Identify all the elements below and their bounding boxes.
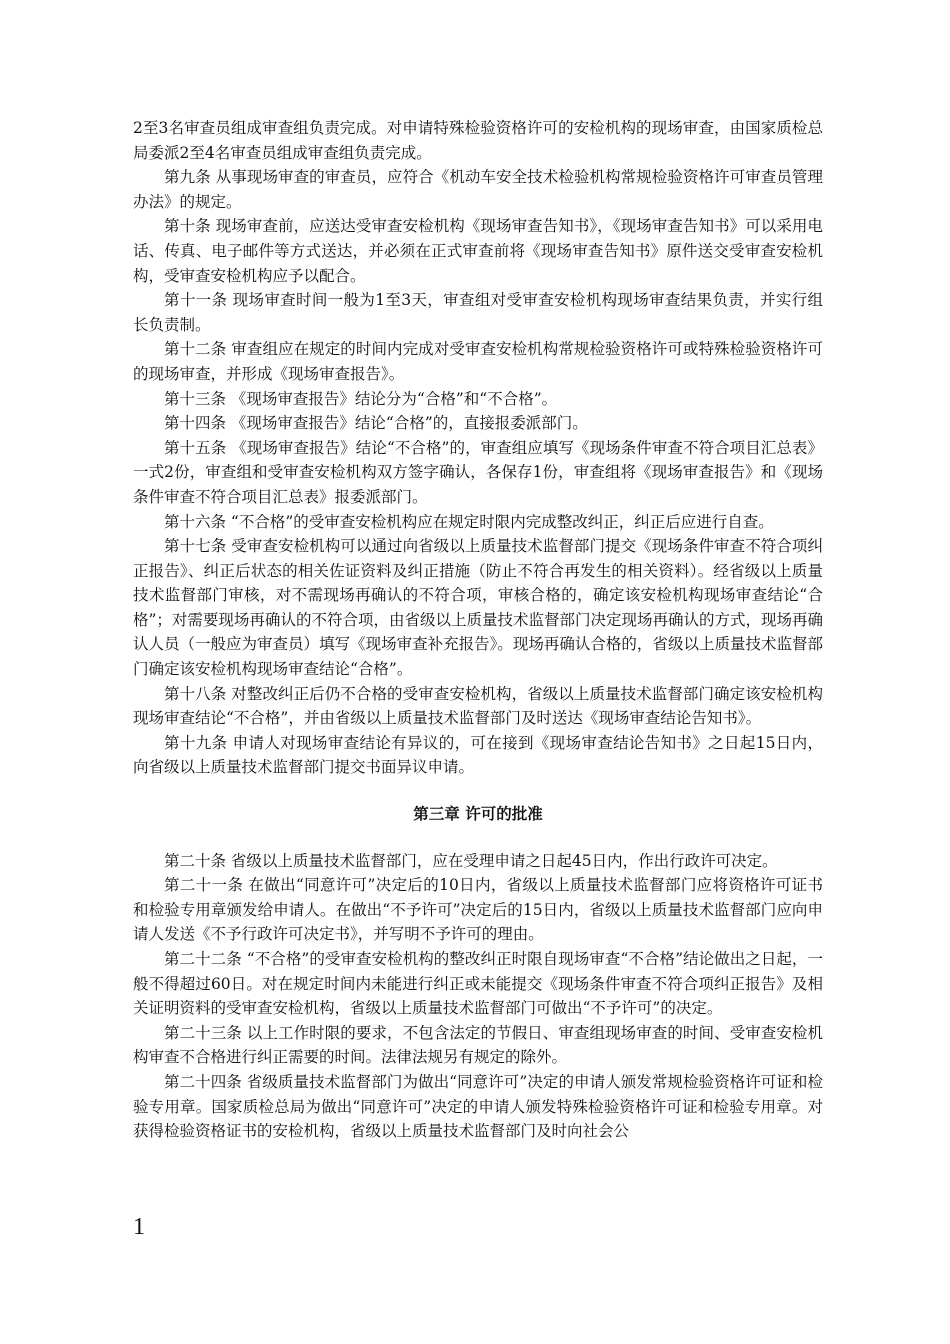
chapter-heading: 第三章 许可的批准 <box>413 805 543 824</box>
paragraph-continuation: 2至3名审查员组成审查组负责完成。对申请特殊检验资格许可的安检机构的现场审查，由国家质检总局委派2至4名审查员组成审查组负责完成。 <box>133 119 823 162</box>
page-number: 1 <box>133 1214 145 1240</box>
article-18: 第十八条 对整改纠正后仍不合格的受审查安检机构，省级以上质量技术监督部门确定该安检机构现场审查结论“不合格”，并由省级以上质量技术监督部门及时送达《现场审查结论告知书》。 <box>133 684 823 728</box>
article-9: 第九条 从事现场审查的审查员，应符合《机动车安全技术检验机构常规检验资格许可审查员管理办法》的规定。 <box>133 168 823 211</box>
article-19: 第十九条 申请人对现场审查结论有异议的，可在接到《现场审查结论告知书》之日起15日内，向省级以上质量技术监督部门提交书面异议申请。 <box>133 733 823 777</box>
article-17: 第十七条 受审查安检机构可以通过向省级以上质量技术监督部门提交《现场条件审查不符合项纠正报告》、纠正后状态的相关佐证资料及纠正措施（防止不符合再发生的相关资料）。经省级以上质量技术监督部门审核，对不需现场再确认的不符合项，审核合格的，确定该安检机构现场审查结论“合格”；对需要现场再确认的不符合项，由省级以上质量技术监督部门决定现场再确认的方式，现场再确认人员（一般应为审查员）填写《现场审查补充报告》。现场再确认合格的，省级以上质量技术监督部门确定该安检机构现场审查结论“合格”。 <box>133 537 823 679</box>
article-14: 第十四条 《现场审查报告》结论“合格”的，直接报委派部门。 <box>164 414 588 433</box>
article-22: 第二十二条 “不合格”的受审查安检机构的整改纠正时限自现场审查“不合格”结论做出之日起，一般不得超过60日。对在规定时间内未能进行纠正或未能提交《现场条件审查不符合项纠正报告》及相关证明资料的受审查安检机构，省级以上质量技术监督部门可做出“不予许可”的决定。 <box>133 950 823 1018</box>
article-20: 第二十条 省级以上质量技术监督部门，应在受理申请之日起45日内，作出行政许可决定。 <box>164 851 778 870</box>
document-body <box>133 116 823 1144</box>
article-13: 第十三条 《现场审查报告》结论分为“合格”和“不合格”。 <box>164 389 558 408</box>
article-15: 第十五条 《现场审查报告》结论“不合格”的，审查组应填写《现场条件审查不符合项目汇总表》一式2份，审查组和受审查安检机构双方签字确认，各保存1份，审查组将《现场审查报告》和《现场条件审查不符合项目汇总表》报委派部门。 <box>133 438 823 506</box>
article-24: 第二十四条 省级质量技术监督部门为做出“同意许可”决定的申请人颁发常规检验资格许可证和检验专用章。国家质检总局为做出“同意许可”决定的申请人颁发特殊检验资格许可证和检验专用章。对获得检验资格证书的安检机构，省级以上质量技术监督部门及时向社会公 <box>133 1072 823 1141</box>
article-10: 第十条 现场审查前，应送达受审查安检机构《现场审查告知书》，《现场审查告知书》可以采用电话、传真、电子邮件等方式送达，并必须在正式审查前将《现场审查告知书》原件送交受审查安检机构，受审查安检机构应予以配合。 <box>133 217 823 285</box>
article-12: 第十二条 审查组应在规定的时间内完成对受审查安检机构常规检验资格许可或特殊检验资格许可的现场审查，并形成《现场审查报告》。 <box>133 340 823 383</box>
article-23: 第二十三条 以上工作时限的要求，不包含法定的节假日、审查组现场审查的时间、受审查安检机构审查不合格进行纠正需要的时间。法律法规另有规定的除外。 <box>133 1023 823 1067</box>
article-16: 第十六条 “不合格”的受审查安检机构应在规定时限内完成整改纠正，纠正后应进行自查。 <box>164 512 774 531</box>
article-21: 第二十一条 在做出“同意许可”决定后的10日内，省级以上质量技术监督部门应将资格许可证书和检验专用章颁发给申请人。在做出“不予许可”决定后的15日内，省级以上质量技术监督部门应向申请人发送《不予行政许可决定书》，并写明不予许可的理由。 <box>133 876 823 944</box>
article-11: 第十一条 现场审查时间一般为1至3天，审查组对受审查安检机构现场审查结果负责，并实行组长负责制。 <box>133 291 823 334</box>
